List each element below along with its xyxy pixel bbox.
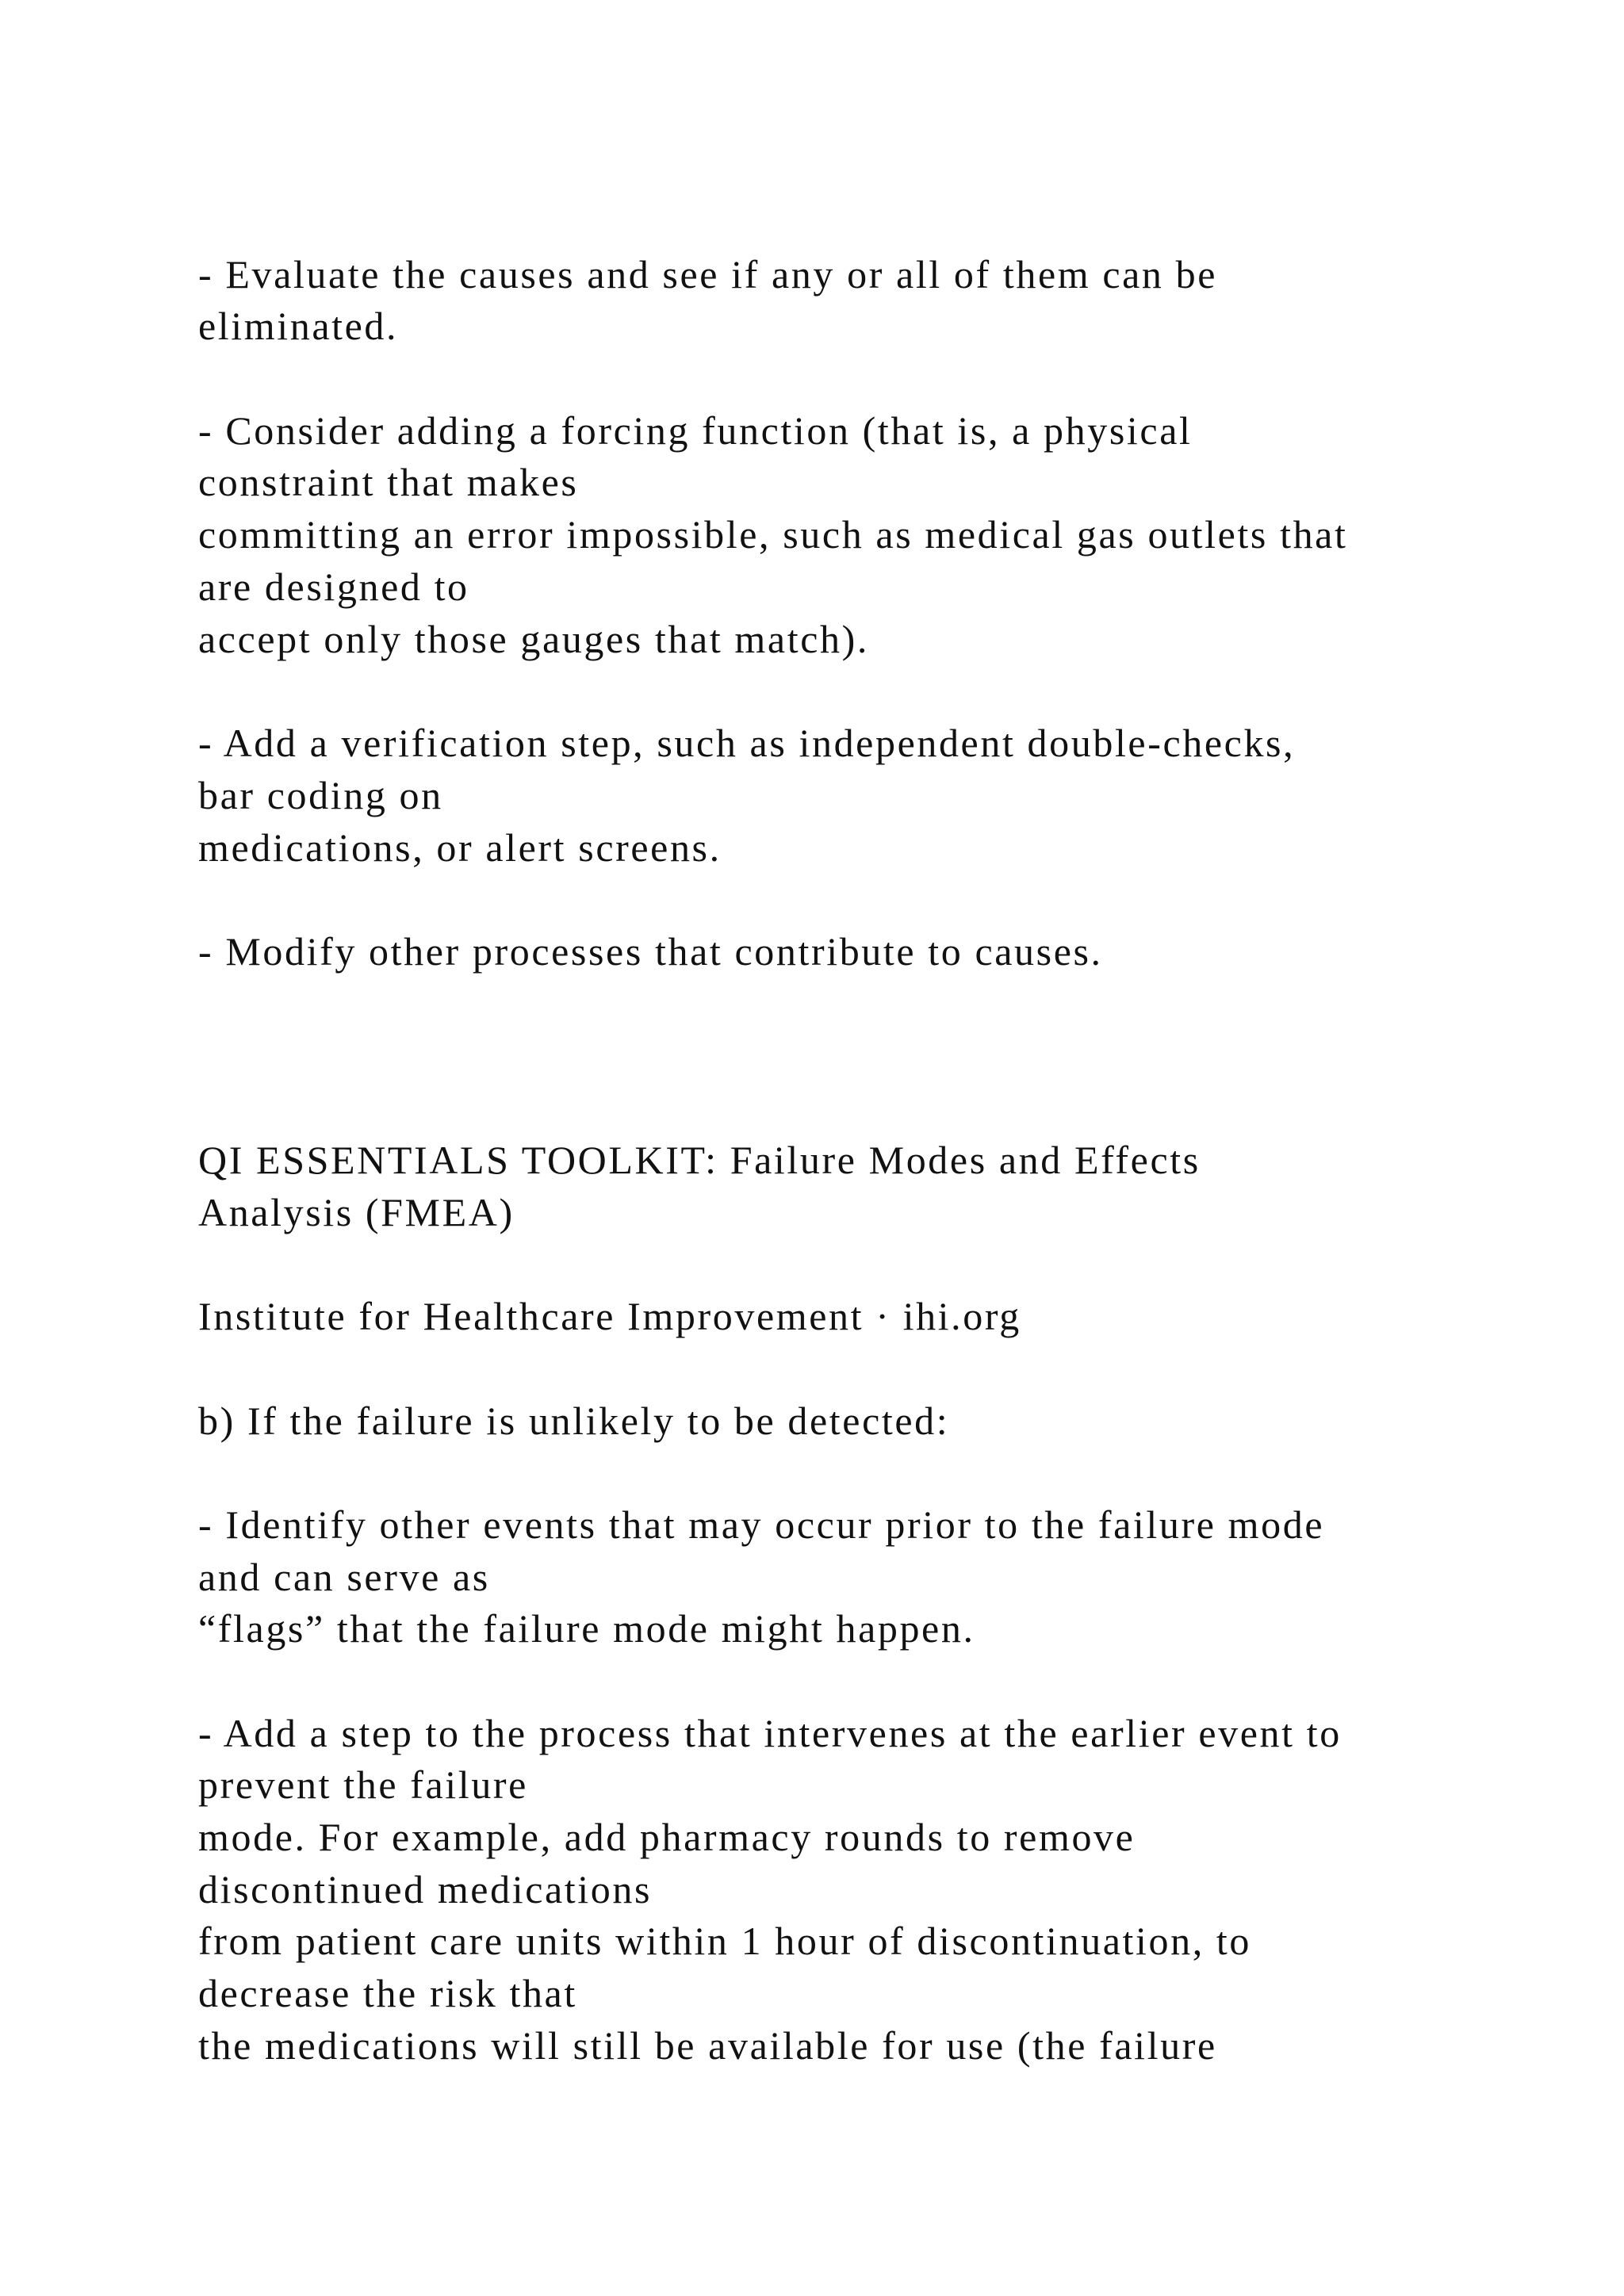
- text-line: prevent the failure: [198, 1762, 528, 1807]
- text-line: - Add a step to the process that intervenes at the earlier event to: [198, 1711, 1342, 1755]
- text-line: - Identify other events that may occur prior to the failure mode: [198, 1502, 1325, 1547]
- text-line: are designed to: [198, 564, 469, 609]
- text-line: decrease the risk that: [198, 1971, 577, 2015]
- text-line: medications, or alert screens.: [198, 825, 722, 870]
- text-line: - Evaluate the causes and see if any or all of them can be: [198, 252, 1218, 297]
- text-line: the medications will still be available for use (the failure: [198, 2023, 1217, 2068]
- text-line: discontinued medications: [198, 1867, 653, 1911]
- text-line: “flags” that the failure mode might happen.: [198, 1606, 975, 1651]
- text-line: eliminated.: [198, 304, 399, 348]
- section-heading: Analysis (FMEA): [198, 1190, 515, 1234]
- text-line: - Modify other processes that contribute to causes.: [198, 929, 1103, 974]
- text-line: and can serve as: [198, 1555, 490, 1599]
- text-line: committing an error impossible, such as medical gas outlets that: [198, 512, 1348, 557]
- text-line: b) If the failure is unlikely to be detected:: [198, 1399, 950, 1443]
- section-heading: QI ESSENTIALS TOOLKIT: Failure Modes and Effects: [198, 1138, 1201, 1182]
- text-line: bar coding on: [198, 773, 443, 817]
- text-line: mode. For example, add pharmacy rounds to remove: [198, 1815, 1136, 1859]
- text-line: - Consider adding a forcing function (that is, a physical: [198, 408, 1193, 453]
- text-line: constraint that makes: [198, 460, 579, 504]
- text-line: accept only those gauges that match).: [198, 617, 869, 661]
- source-line: Institute for Healthcare Improvement · ihi.org: [198, 1294, 1021, 1338]
- text-line: from patient care units within 1 hour of discontinuation, to: [198, 1919, 1251, 1963]
- text-line: - Add a verification step, such as independent double-checks,: [198, 721, 1296, 765]
